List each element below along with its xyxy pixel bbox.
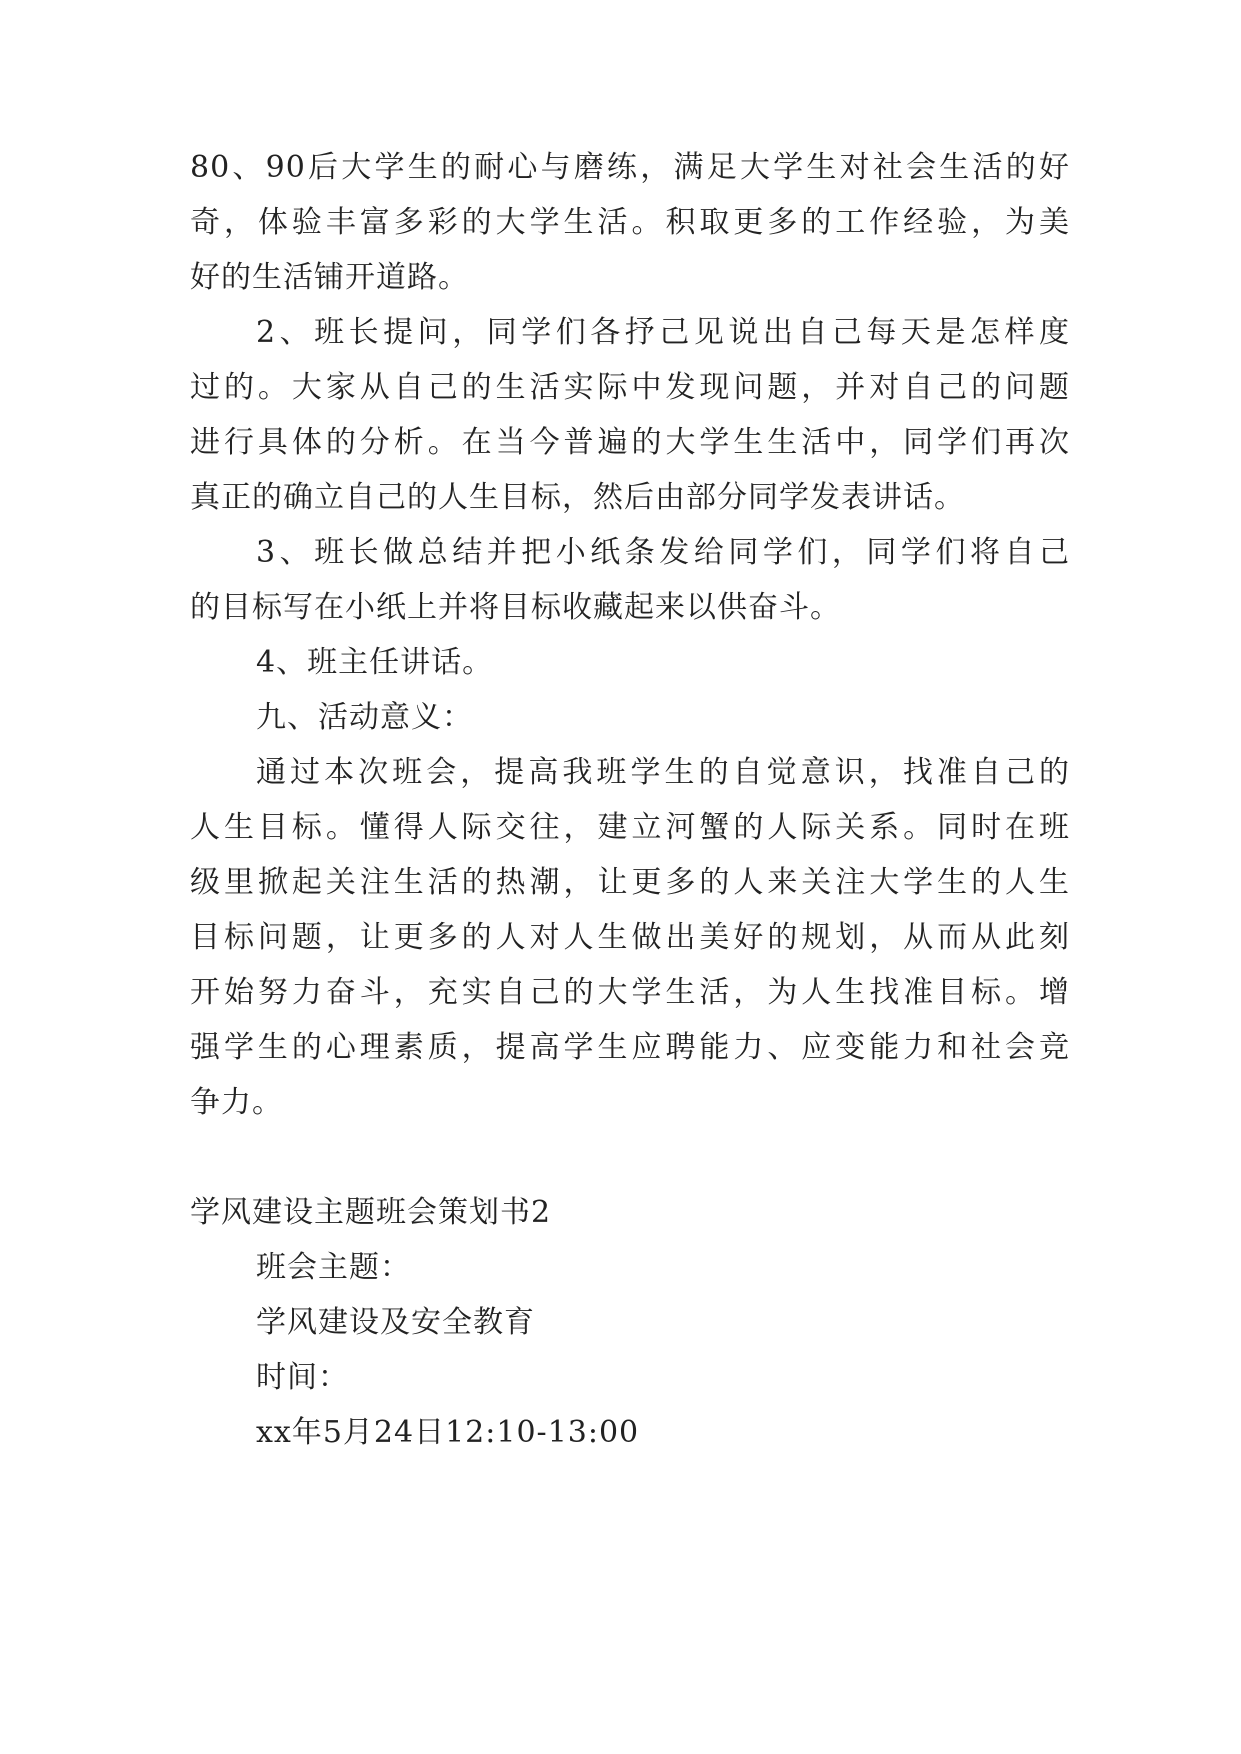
paragraph-line: 人生目标。懂得人际交往，建立河蟹的人际关系。同时在班 <box>190 810 1070 845</box>
paragraph-line: 的目标写在小纸上并将目标收藏起来以供奋斗。 <box>190 590 841 625</box>
paragraph-line: 强学生的心理素质，提高学生应聘能力、应变能力和社会竞 <box>190 1030 1070 1065</box>
paragraph-line: 级里掀起关注生活的热潮，让更多的人来关注大学生的人生 <box>190 865 1070 900</box>
paragraph-line: 争力。 <box>190 1085 283 1120</box>
paragraph-line: 真正的确立自己的人生目标，然后由部分同学发表讲话。 <box>190 480 965 515</box>
paragraph-line: 开始努力奋斗，充实自己的大学生活，为人生找准目标。增 <box>190 975 1070 1010</box>
section-heading: 九、活动意义： <box>256 700 473 735</box>
paragraph-line: 目标问题，让更多的人对人生做出美好的规划，从而从此刻 <box>190 920 1070 955</box>
paragraph-line: 进行具体的分析。在当今普遍的大学生生活中，同学们再次 <box>190 425 1070 460</box>
paragraph-line: 通过本次班会，提高我班学生的自觉意识，找准自己的 <box>256 755 1070 790</box>
meeting-topic-label: 班会主题： <box>256 1250 411 1285</box>
meeting-topic-value: 学风建设及安全教育 <box>256 1305 535 1340</box>
paragraph-line: 奇，体验丰富多彩的大学生活。积取更多的工作经验，为美 <box>190 205 1070 240</box>
paragraph-line: 4、班主任讲话。 <box>256 645 494 680</box>
paragraph-line: 好的生活铺开道路。 <box>190 260 469 295</box>
paragraph-line: 过的。大家从自己的生活实际中发现问题，并对自己的问题 <box>190 370 1070 405</box>
paragraph-line: 80、90后大学生的耐心与磨练，满足大学生对社会生活的好 <box>190 150 1070 185</box>
meeting-time-value: xx年5月24日12:10-13:00 <box>256 1415 640 1450</box>
paragraph-line: 2、班长提问，同学们各抒己见说出自己每天是怎样度 <box>256 315 1070 350</box>
paragraph-line: 3、班长做总结并把小纸条发给同学们，同学们将自己 <box>256 535 1070 570</box>
meeting-time-label: 时间： <box>256 1360 349 1395</box>
document-title: 学风建设主题班会策划书2 <box>190 1195 552 1230</box>
